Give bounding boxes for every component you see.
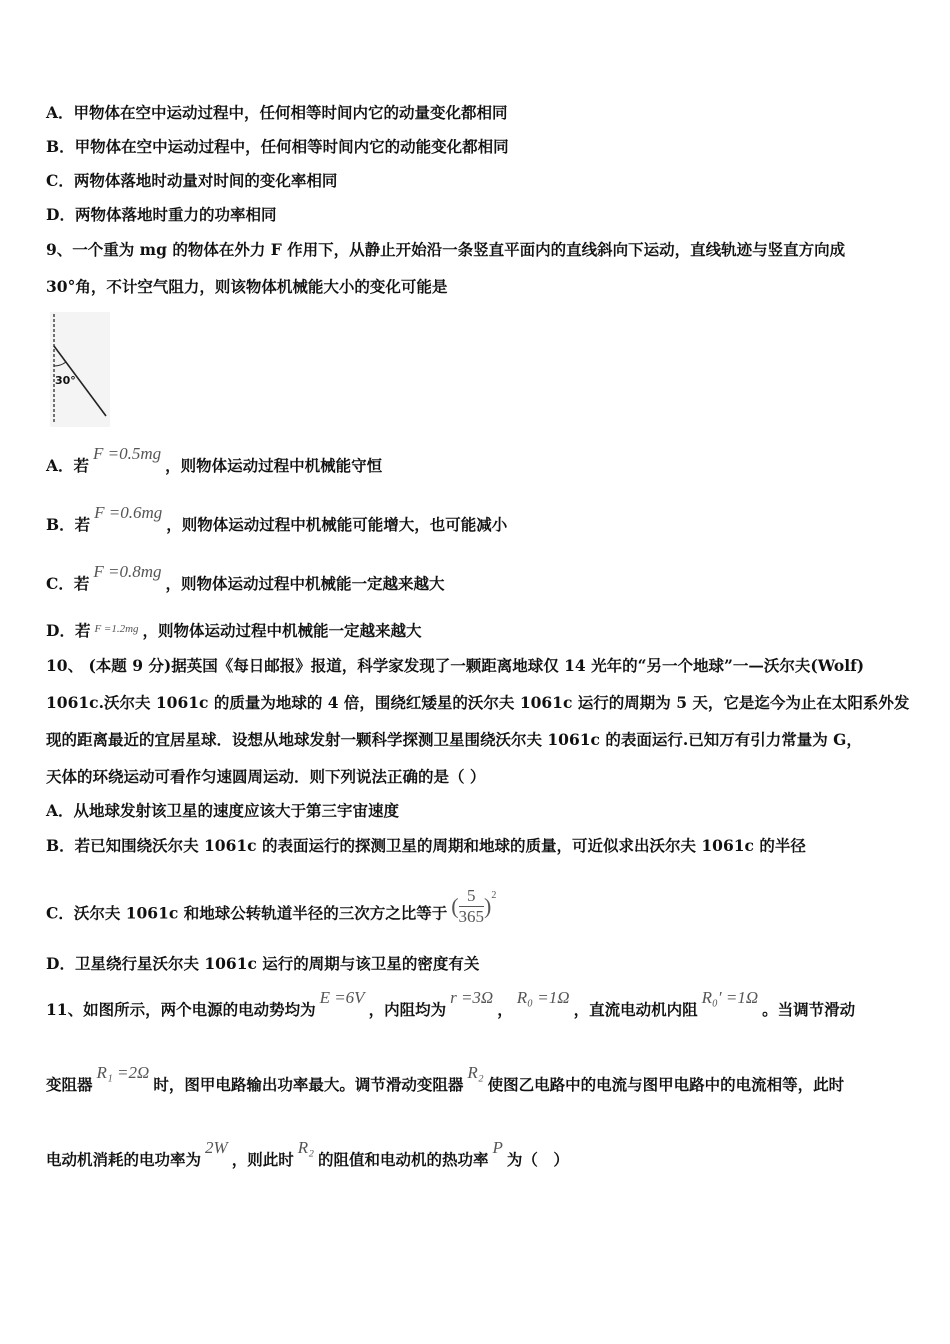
formula-f-05mg: F =0.5mg xyxy=(93,444,162,463)
q11-text-8: 使图乙电路中的电流与图甲电路中的电流相等，此时 xyxy=(487,1075,845,1094)
option-10b: B．若已知围绕沃尔夫 1061c 的表面运行的探测卫星的周期和地球的质量，可近似求出沃尔夫 1061c 的半径 xyxy=(46,836,806,855)
q11-text-4: ，直流电动机内阻 xyxy=(573,1000,698,1019)
formula-internal-resistance: r =3Ω xyxy=(450,988,494,1007)
question-11-line3 xyxy=(46,1138,569,1170)
q11-text-6: 变阻器 xyxy=(46,1075,93,1094)
option-8c: C．两物体落地时动量对时间的变化率相同 xyxy=(46,171,338,190)
option-9c-text: ，则物体运动过程中机械能一定越来越大 xyxy=(165,574,445,593)
question-10-line1: 10、 (本题 9 分)据英国《每日邮报》报道，科学家发现了一颗距离地球仅 14 光年的“另一个地球”一—沃尔夫(Wolf) xyxy=(46,656,865,675)
formula-f-06mg: F =0.6mg xyxy=(94,503,163,522)
q11-text-10: ，则此时 xyxy=(231,1150,294,1169)
question-9-line1: 9、一个重为 mg 的物体在外力 F 作用下，从静止开始沿一条竖直平面内的直线斜向下运动，直线轨迹与竖直方向成 xyxy=(46,240,846,259)
question-10-line4: 天体的环绕运动可看作匀速圆周运动．则下列说法正确的是（ ） xyxy=(46,767,486,786)
fraction-exponent: 2 xyxy=(491,890,497,901)
question-9-line2: 30°角，不计空气阻力，则该物体机械能大小的变化可能是 xyxy=(46,277,448,296)
q11-text-5: 。当调节滑动 xyxy=(762,1000,856,1019)
q11-text-3: ， xyxy=(497,1000,513,1019)
option-9b-text: ，则物体运动过程中机械能可能增大，也可能减小 xyxy=(166,515,508,534)
option-10d: D．卫星绕行星沃尔夫 1061c 运行的周期与该卫星的密度有关 xyxy=(46,954,480,973)
formula-r1: R₁ =2Ω xyxy=(96,1063,150,1082)
question-10-line3: 现的距离最近的宜居星球．设想从地球发射一颗科学探测卫星围绕沃尔夫 1061c 的表面运行.已知万有引力常量为 G， xyxy=(46,730,862,749)
q11-text-7: 时，图甲电路输出功率最大。调节滑动变阻器 xyxy=(153,1075,464,1094)
question-11-line2 xyxy=(46,1063,845,1095)
formula-p: P xyxy=(492,1138,503,1157)
option-9a xyxy=(46,444,383,476)
option-8b: B．甲物体在空中运动过程中，任何相等时间内它的动能变化都相同 xyxy=(46,137,509,156)
formula-f-08mg: F =0.8mg xyxy=(93,562,162,581)
option-9a-text: ，则物体运动过程中机械能守恒 xyxy=(165,456,383,475)
option-8d: D．两物体落地时重力的功率相同 xyxy=(46,205,277,224)
formula-r0: R₀ =1Ω xyxy=(516,988,570,1007)
q11-text-11: 的阻值和电动机的热功率 xyxy=(318,1150,489,1169)
fraction-denominator: 365 xyxy=(458,907,485,926)
option-10c xyxy=(46,886,497,935)
q11-text-9: 电动机消耗的电功率为 xyxy=(46,1150,202,1169)
option-9d xyxy=(46,621,422,643)
angle-label: 30° xyxy=(55,374,76,387)
fraction-numerator: 5 xyxy=(459,886,485,907)
option-8a: A．甲物体在空中运动过程中，任何相等时间内它的动量变化都相同 xyxy=(46,103,508,122)
option-9c xyxy=(46,562,445,594)
option-10c-text: C．沃尔夫 1061c 和地球公转轨道半径的三次方之比等于 xyxy=(46,903,448,923)
question-11-line1 xyxy=(46,988,856,1020)
option-10a: A．从地球发射该卫星的速度应该大于第三宇宙速度 xyxy=(46,801,400,820)
option-9c-prefix: C．若 xyxy=(46,574,90,593)
formula-f-12mg: F =1.2mg xyxy=(94,623,139,635)
option-9a-prefix: A．若 xyxy=(46,456,90,475)
question-10-line2: 1061c.沃尔夫 1061c 的质量为地球的 4 倍，围绕红矮星的沃尔夫 1061c 运行的周期为 5 天，它是迄今为止在太阳系外发 xyxy=(46,693,910,712)
option-9b xyxy=(46,503,508,535)
formula-emf: E =6V xyxy=(319,988,365,1007)
fraction-5-over-365-squared: ( $\frac{5}{365}$ )$^2$ xyxy=(451,886,497,926)
option-9d-prefix: D．若 xyxy=(46,621,91,640)
formula-r2-b: R₂ xyxy=(297,1138,314,1157)
option-9b-prefix: B．若 xyxy=(46,515,91,534)
incline-figure xyxy=(50,312,110,427)
q11-text-1: 11、如图所示，两个电源的电动势均为 xyxy=(46,1000,316,1019)
q11-text-2: ，内阻均为 xyxy=(368,1000,447,1019)
formula-motor-resistance: R₀′ =1Ω xyxy=(701,988,759,1007)
q11-text-12: 为（ ） xyxy=(506,1150,569,1169)
option-9d-text: ，则物体运动过程中机械能一定越来越大 xyxy=(142,621,422,640)
formula-r2: R₂ xyxy=(467,1063,484,1082)
formula-2w: 2W xyxy=(205,1138,228,1157)
